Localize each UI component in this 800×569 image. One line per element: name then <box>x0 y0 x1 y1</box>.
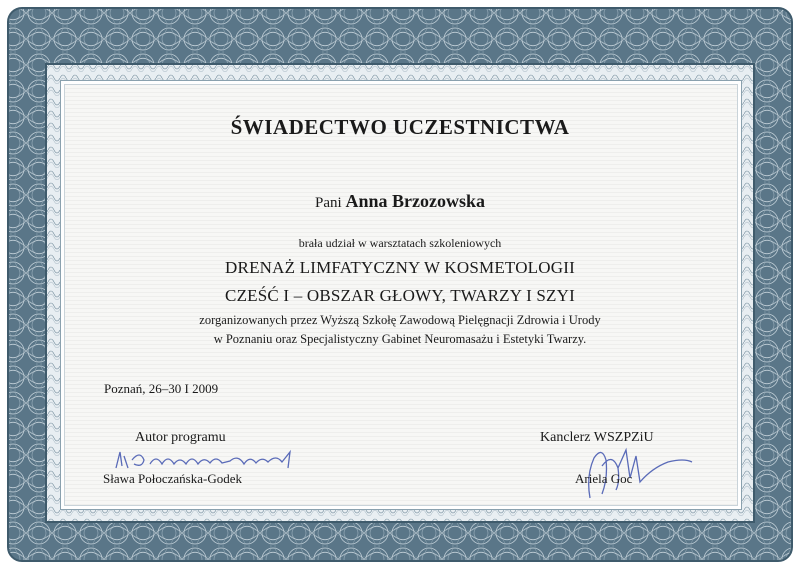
recipient-name: Anna Brzozowska <box>345 191 485 211</box>
salutation: Pani <box>315 195 342 211</box>
author-signature <box>112 446 302 474</box>
chancellor-role: Kanclerz WSZPZiU <box>540 430 654 445</box>
chancellor-name: Ariela Goc <box>575 471 633 486</box>
chancellor-signature <box>572 438 697 500</box>
recipient-line <box>0 191 800 212</box>
author-name: Sława Połoczańska-Godek <box>103 471 242 486</box>
organizer-line-2: w Poznaniu oraz Specjalistyczny Gabinet Neuromasażu i Estetyki Twarzy. <box>213 332 587 346</box>
organizer-line-1: zorganizowanych przez Wyższą Szkołę Zawodową Pielęgnacji Zdrowia i Urody <box>199 313 601 327</box>
course-title-line-1: DRENAŻ LIMFATYCZNY W KOSMETOLOGII <box>225 258 575 277</box>
certificate-title: ŚWIADECTWO UCZESTNICTWA <box>230 115 570 139</box>
author-role: Autor programu <box>135 430 226 445</box>
course-title-line-2: CZEŚĆ I – OBSZAR GŁOWY, TWARZY I SZYI <box>225 286 575 305</box>
intro-text: brała udział w warsztatach szkoleniowych <box>298 236 502 250</box>
place-date: Poznań, 26–30 I 2009 <box>104 381 219 396</box>
